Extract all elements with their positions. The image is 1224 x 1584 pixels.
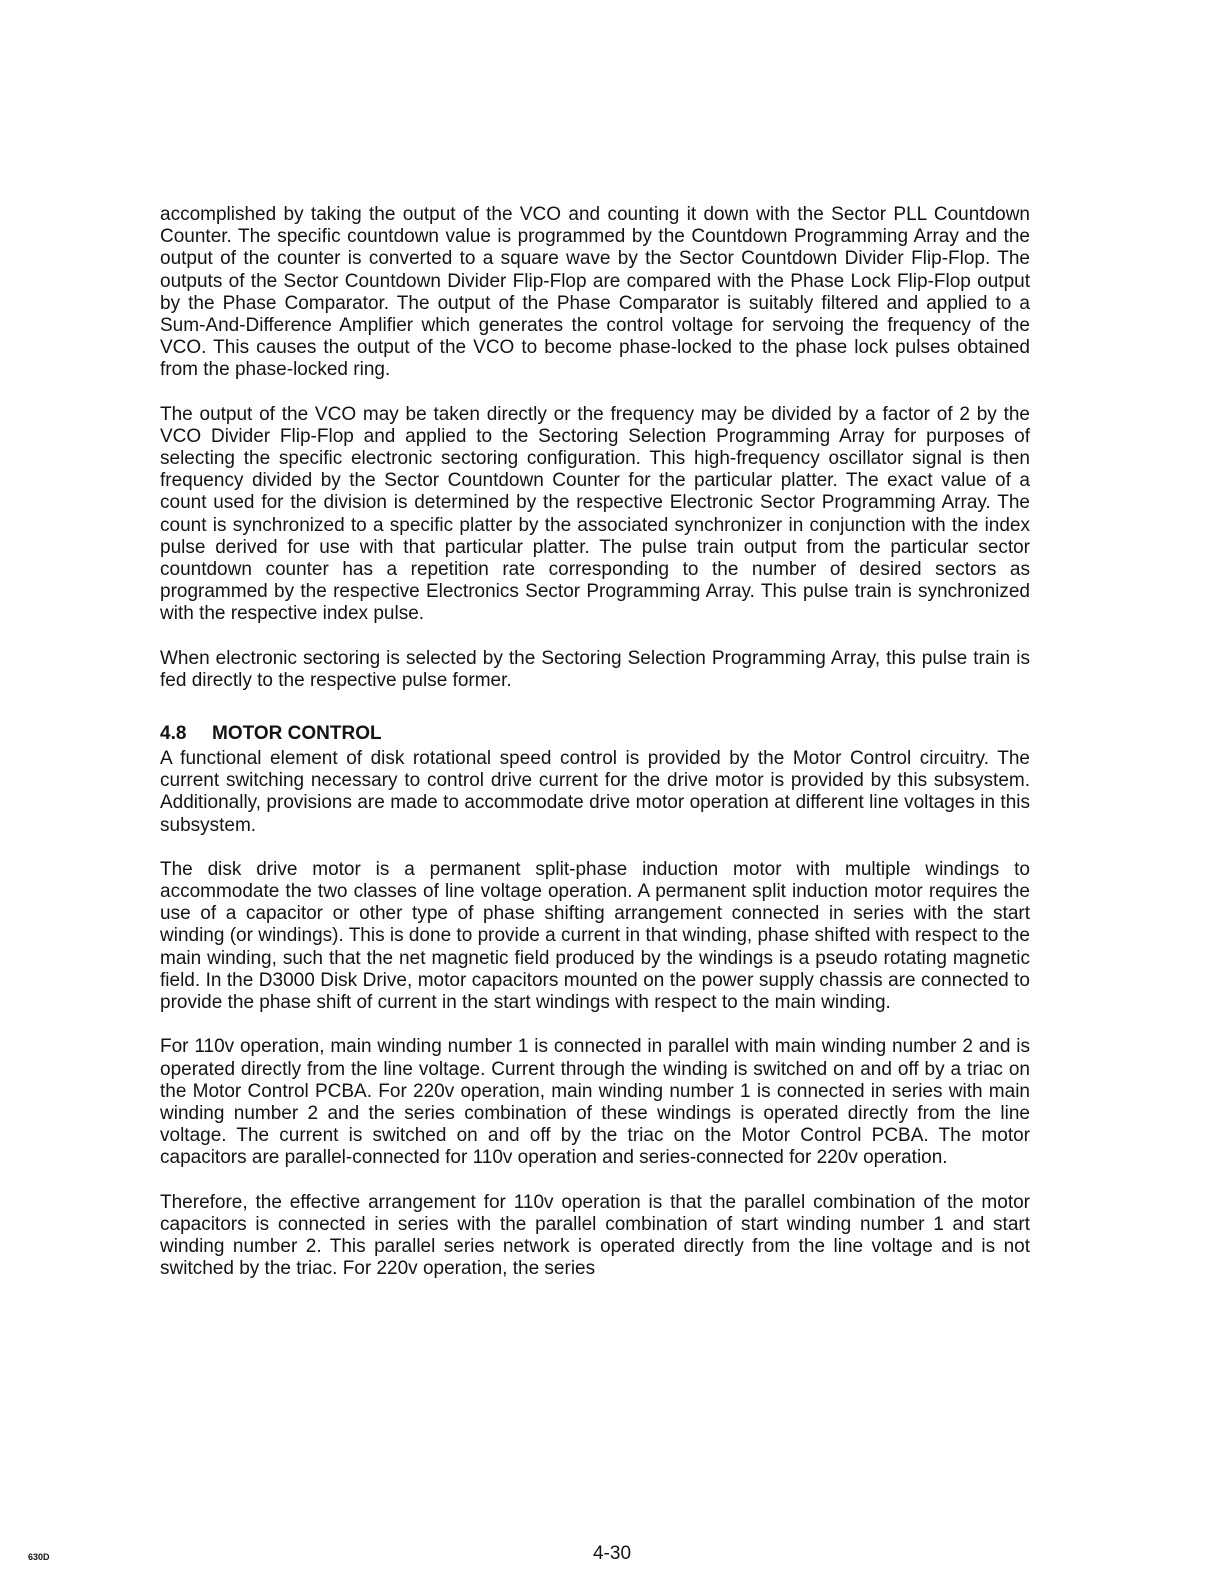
paragraph-motor-control-overview: A functional element of disk rotational speed control is provided by the Motor Control circuitry. The current switching necessary to control drive current for the drive motor is provided by this subsystem. Additionally, provisions are made to accommodate drive motor operation at different line voltages in this subsystem. (160, 748, 1030, 836)
page-body (160, 204, 1030, 1302)
paragraph-induction-motor: The disk drive motor is a permanent split-phase induction motor with multiple windings to accommodate the two classes of line voltage operation. A permanent split induction motor requires the use of a capacitor or other type of phase shifting arrangement connected in series with the start winding (or windings). This is done to provide a current in that winding, phase shifted with respect to the main winding, such that the net magnetic field produced by the windings is a pseudo rotating magnetic field. In the D3000 Disk Drive, motor capacitors mounted on the power supply chassis are connected to provide the phase shift of current in the start windings with respect to the main winding. (160, 858, 1030, 1014)
paragraph-electronic-sectoring: When electronic sectoring is selected by the Sectoring Selection Programming Array, this pulse train is fed directly to the respective pulse former. (160, 647, 1030, 691)
section-number: 4.8 (160, 723, 187, 745)
paragraph-effective-arrangement: Therefore, the effective arrangement for 110v operation is that the parallel combination of the motor capacitors is connected in series with the parallel combination of start winding number 1 and start winding number 2. This parallel series network is operated directly from the line voltage and is not switched by the triac. For 220v operation, the series (160, 1191, 1030, 1280)
page-number: 4-30 (592, 1543, 632, 1564)
paragraph-110v-220v-windings: For 110v operation, main winding number 1 is connected in parallel with main winding number 2 and is operated directly from the line voltage. Current through the winding is switched on and off by a triac on the Motor Control PCBA. For 220v operation, main winding number 1 is connected in series with main winding number 2 and the series combination of these windings is operated directly from the line voltage. The current is switched on and off by the triac on the Motor Control PCBA. The motor capacitors are parallel-connected for 110v operation and series-connected for 220v operation. (160, 1036, 1030, 1169)
paragraph-vco-output-division: The output of the VCO may be taken directly or the frequency may be divided by a factor of 2 by the VCO Divider Flip-Flop and applied to the Sectoring Selection Programming Array for purposes of selecting the specific electronic sectoring configuration. This high-frequency oscillator signal is then frequency divided by the Sector Countdown Counter for the particular platter. The exact value of a count used for the division is determined by the respective Electronic Sector Programming Array. The count is synchronized to a specific platter by the associated synchronizer in conjunction with the index pulse derived for use with that particular platter. The pulse train output from the particular sector countdown counter has a repetition rate corresponding to the number of desired sectors as programmed by the respective Electronics Sector Programming Array. This pulse train is synchronized with the respective index pulse. (160, 403, 1030, 625)
section-heading (160, 722, 1030, 746)
section-title: MOTOR CONTROL (212, 723, 382, 745)
document-code: 630D (28, 1552, 50, 1562)
paragraph-sector-pll-countdown: accomplished by taking the output of the VCO and counting it down with the Sector PLL Countdown Counter. The specific countdown value is programmed by the Countdown Programming Array and the output of the counter is converted to a square wave by the Sector Countdown Divider Flip-Flop. The outputs of the Sector Countdown Divider Flip-Flop are compared with the Phase Lock Flip-Flop output by the Phase Comparator. The output of the Phase Comparator is suitably filtered and applied to a Sum-And-Difference Amplifier which generates the control voltage for servoing the frequency of the VCO. This causes the output of the VCO to become phase-locked to the phase lock pulses obtained from the phase-locked ring. (160, 204, 1030, 381)
